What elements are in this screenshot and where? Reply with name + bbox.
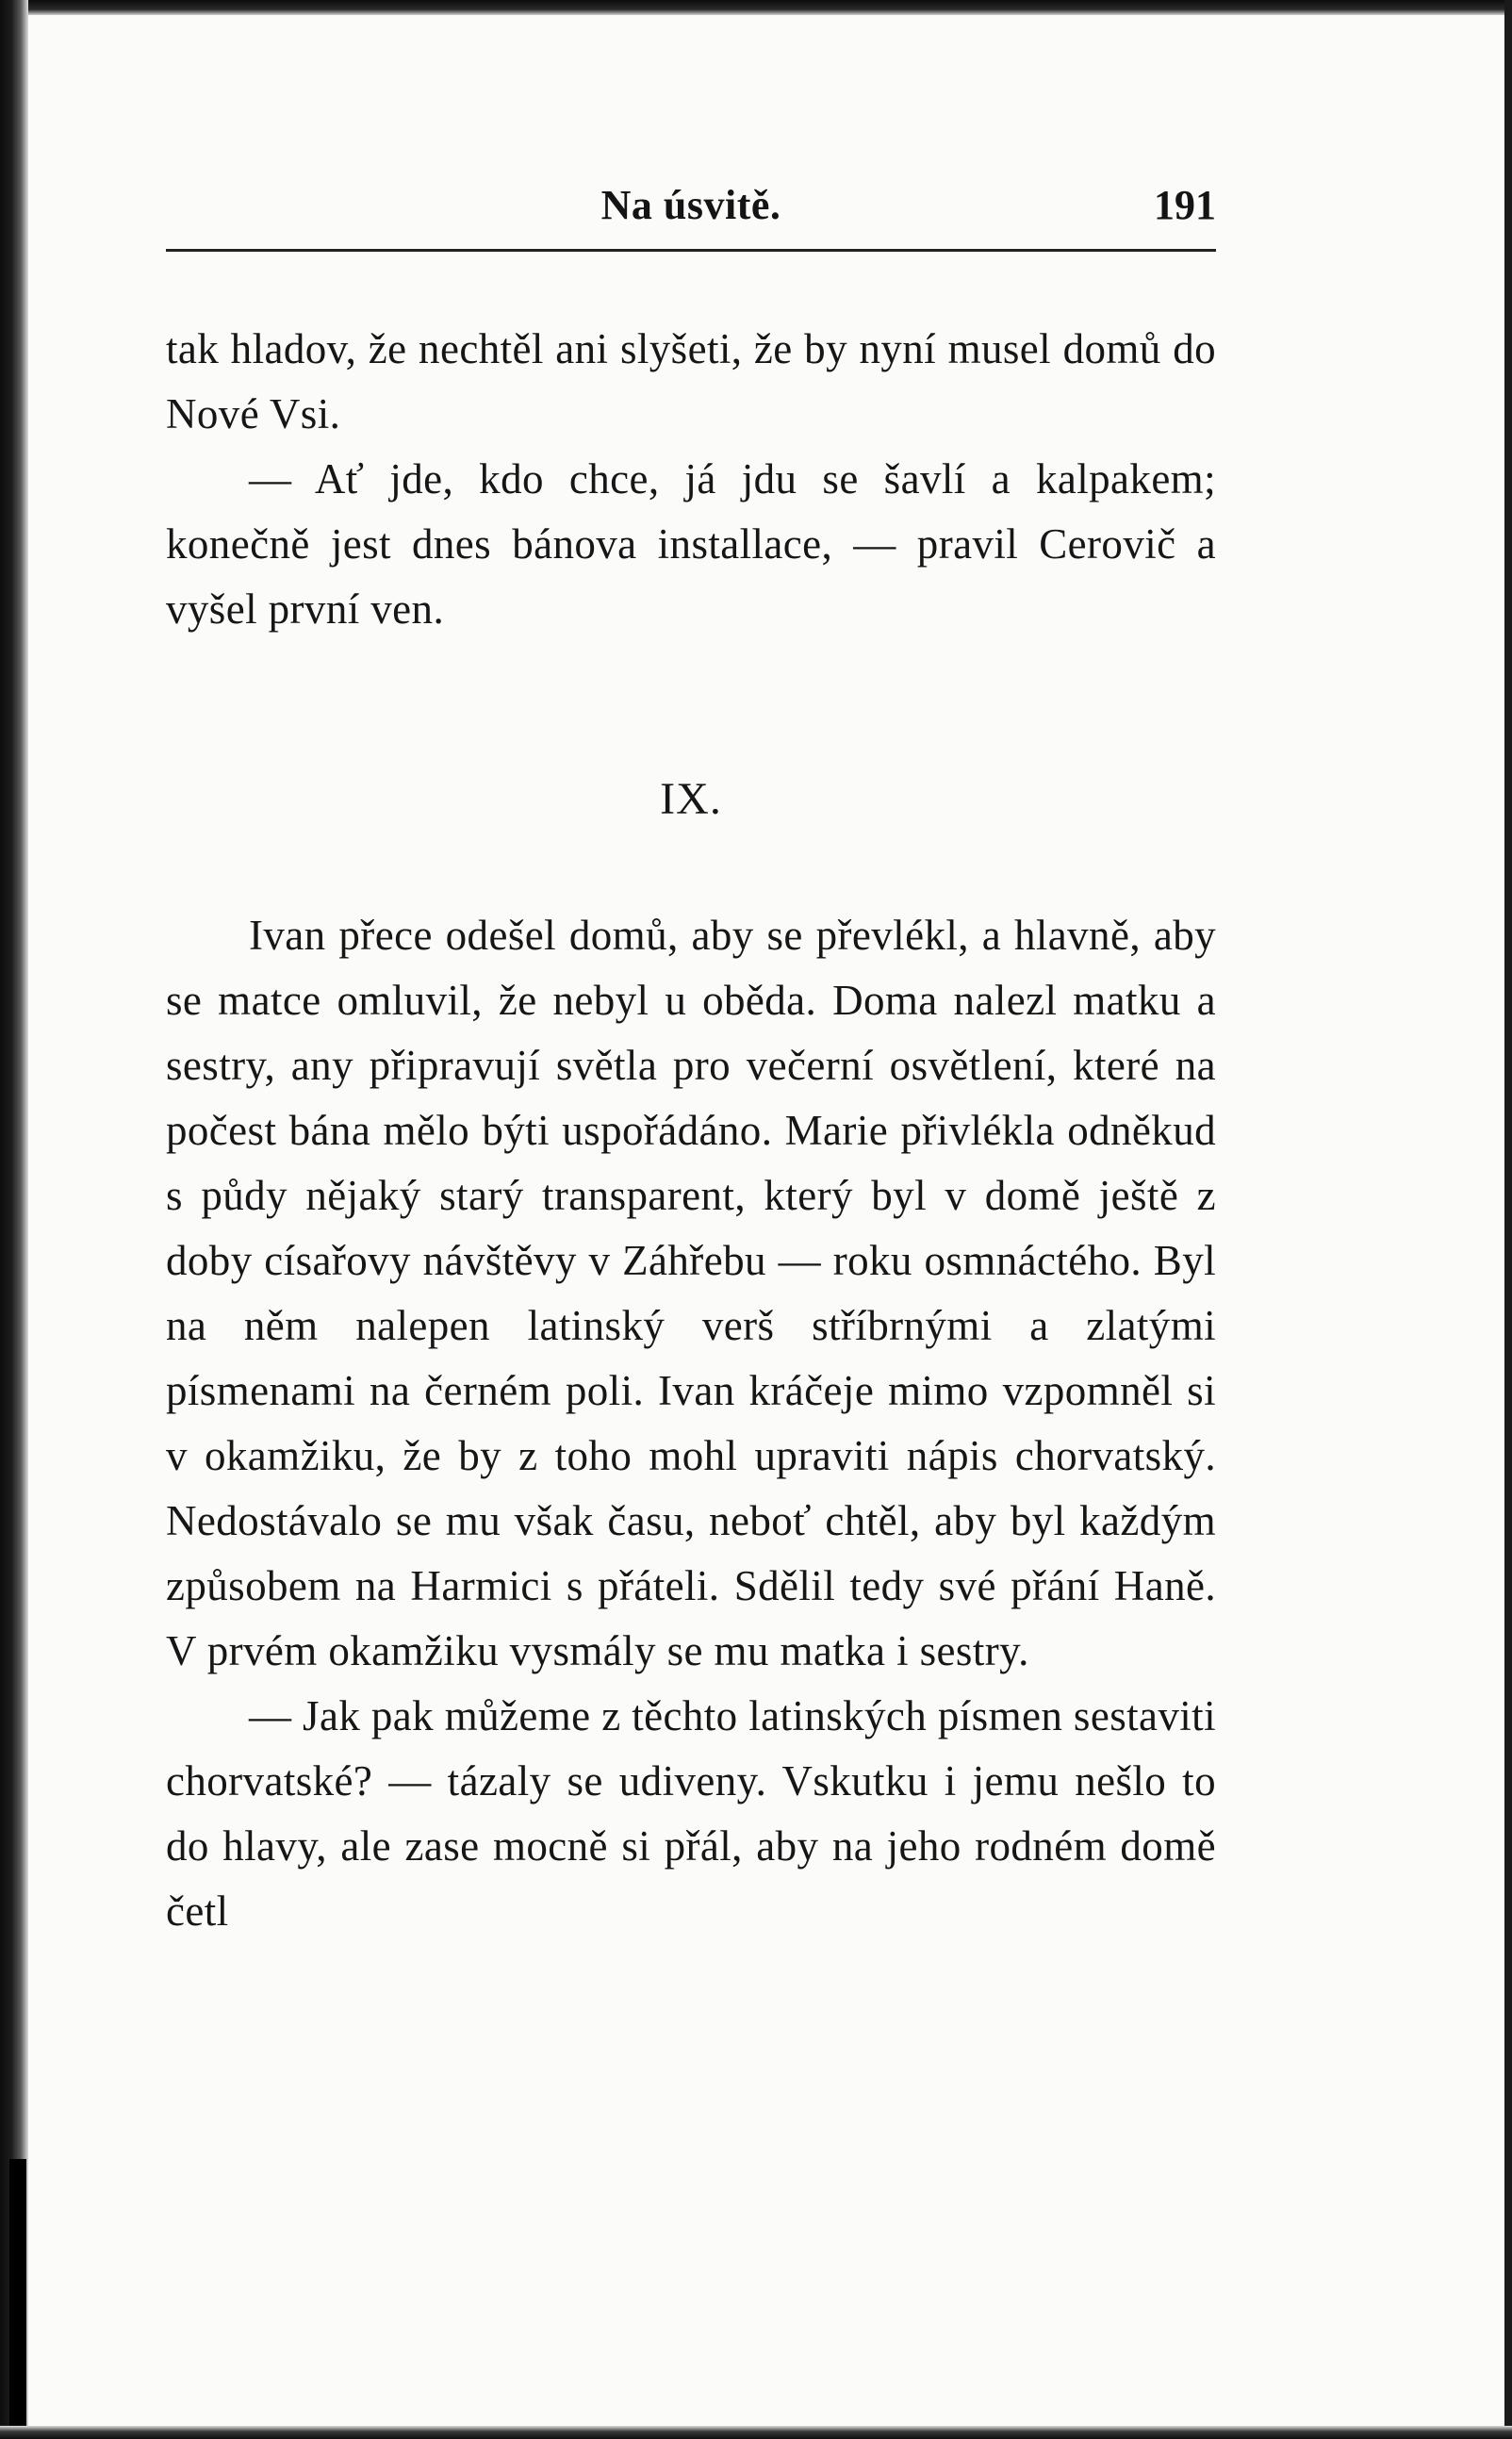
- text-block-before-chapter: [166, 317, 1216, 642]
- page-number: 191: [1154, 182, 1216, 228]
- header-rule: [166, 249, 1216, 252]
- scan-edge-top: [0, 0, 1512, 15]
- text-block-after-chapter: [166, 903, 1216, 1944]
- binding-shadow: [9, 2159, 26, 2439]
- chapter-heading: IX.: [660, 774, 722, 824]
- scan-edge-bottom: [0, 2426, 1512, 2439]
- paragraph: tak hladov, že nechtěl ani slyšeti, že by nyní musel domů do Nové Vsi.: [166, 325, 1216, 437]
- scan-edge-right: [1504, 0, 1512, 2439]
- running-title: Na úsvitě.: [600, 182, 781, 228]
- running-header: [166, 181, 1216, 234]
- scan-edge-left: [0, 0, 28, 2439]
- paragraph: — Jak pak můžeme z těchto latinských písmen sestaviti chorvatské? — tázaly se udiveny. Vskutku i jemu nešlo to do hlavy, ale zase mocně si přál, aby na jeho rodném domě četl: [166, 1692, 1216, 1935]
- paragraph: — Ať jde, kdo chce, já jdu se šavlí a kalpakem; konečně jest dnes bánova installace, — pravil Cerovič a vyšel první ven.: [166, 455, 1216, 633]
- paragraph: Ivan přece odešel domů, aby se převlékl, a hlavně, aby se matce omluvil, že nebyl u oběda. Doma nalezl matku a sestry, any připravují světla pro večerní osvětlení, které na počest bána mělo býti uspořádáno. Marie přivlékla odněkud s půdy nějaký starý transparent, který byl v domě ještě z doby císařovy návštěvy v Záhřebu — roku osmnáctého. Byl na něm nalepen latinský verš stříbrnými a zlatými písmenami na černém poli. Ivan kráčeje mimo vzpomněl si v okamžiku, že by z toho mohl upraviti nápis chorvatský. Nedostávalo se mu však času, neboť chtěl, aby byl každým způsobem na Harmici s přáteli. Sdělil tedy své přání Haně. V prvém okamžiku vysmály se mu matka i sestry.: [166, 912, 1216, 1674]
